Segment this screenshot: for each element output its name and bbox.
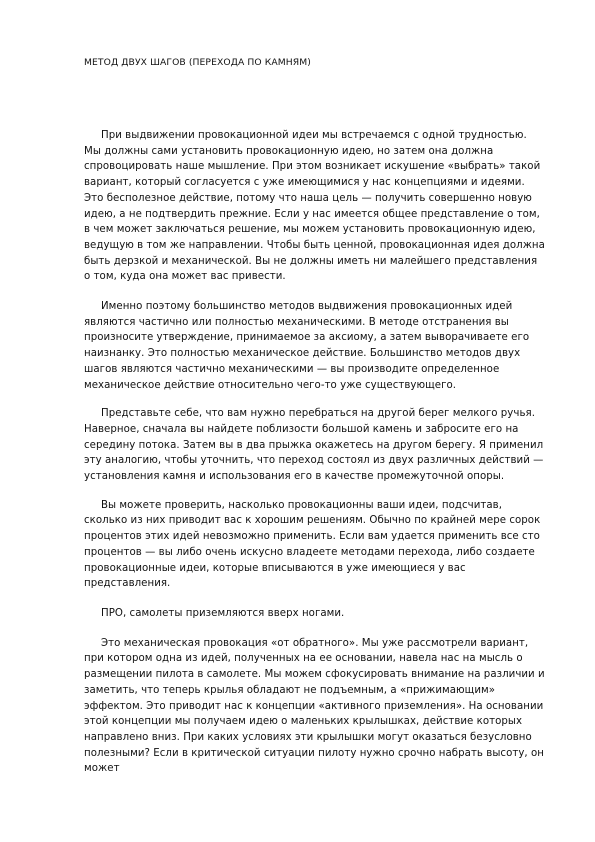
document-body (84, 128, 546, 777)
paragraph: Представьте себе, что вам нужно перебраться на другой берег мелкого ручья. Наверное, сначала вы найдете поблизости большой камень и забросите его на середину потока. Затем вы в два прыжка окажетесь на другом берегу. Я применил эту аналогию, чтобы уточнить, что переход состоял из двух различных действий — установления камня и использования его в качестве промежуточной опоры. (84, 408, 544, 483)
document-title: МЕТОД ДВУХ ШАГОВ (ПЕРЕХОДА ПО КАМНЯМ) (84, 57, 311, 68)
paragraph: При выдвижении провокационной идеи мы встречаемся с одной трудностью. Мы должны сами установить провокационную идею, но затем она должна спровоцировать наше мышление. При этом возникает искушение «выбрать» такой вариант, который согласуется с уже имеющимися у нас концепциями и идеями. Это бесполезное действие, потому что наша цель — получить совершенно новую идею, а не подтвердить прежние. Если у нас имеется общее представление о том, в чем может заключаться решение, мы можем установить провокационную идею, ведущую в том же направлении. Чтобы быть ценной, провокационная идея должна быть дерзкой и механической. Вы не должны иметь ни малейшего представления о том, куда она может вас привести. (84, 130, 545, 283)
paragraph: ПРО, самолеты приземляются вверх ногами. (101, 607, 345, 619)
paragraph: Именно поэтому большинство методов выдвижения провокационных идей являются частично или полностью механическими. В методе отстранения вы произносите утверждение, принимаемое за аксиому, а затем выворачиваете его наизнанку. Это полностью механическое действие. Большинство методов двух шагов являются частично механическими — вы производите определенное механическое действие относительно чего-то уже существующего. (84, 301, 530, 391)
paragraph: Вы можете проверить, насколько провокационны ваши идеи, подсчитав, сколько из них приводит вас к хорошим решениям. Обычно по крайней мере сорок процентов этих идей невозможно применить. Если вам удается применить все сто процентов — вы либо очень искусно владеете методами перехода, либо создаете провокационные идеи, которые вписываются в уже имеющиеся у вас представления. (84, 499, 541, 590)
paragraph: Это механическая провокация «от обратного». Мы уже рассмотрели вариант, при котором одна из идей, полученных на ее основании, навела нас на мысль о размещении пилота в самолете. Мы можем сфокусировать внимание на различии и заметить, что теперь крылья обладают не подъемным, а «прижимающим» эффектом. Это приводит нас к концепции «активного приземления». На основании этой концепции мы получаем идею о маленьких крылышках, действие которых направлено вниз. При каких условиях эти крылышки могут оказаться безусловно полезными? Если в критической ситуации пилоту нужно срочно набрать высоту, он может (84, 637, 545, 775)
